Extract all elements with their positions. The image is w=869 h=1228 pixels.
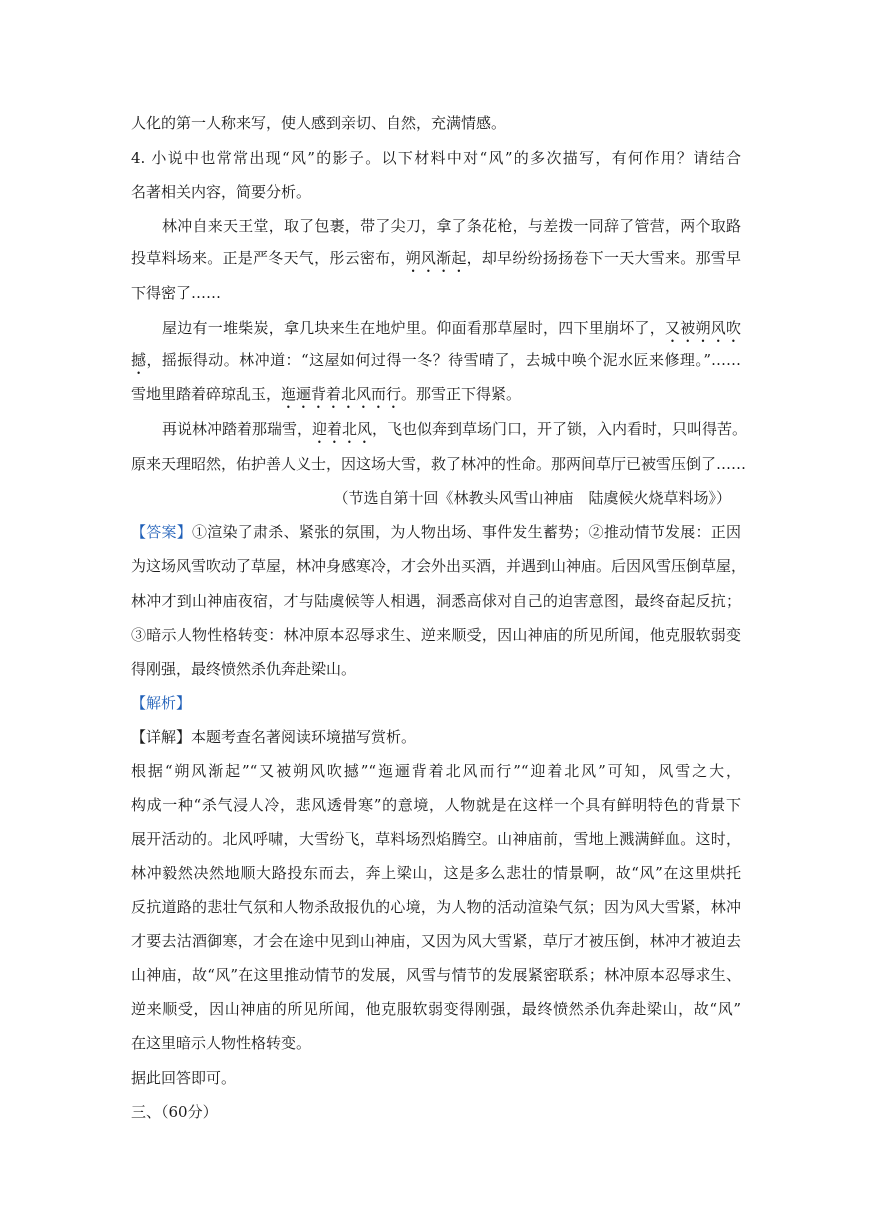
body-line-3: 展开活动的。北风呼啸，大雪纷飞，草料场烈焰腾空。山神庙前，雪地上溅满鲜血。这时， <box>131 830 741 848</box>
answer-line-5: 得刚强，最终愤然杀仇奔赴梁山。 <box>131 660 357 678</box>
section-heading: 三、（60分） <box>131 1103 218 1121</box>
passage-p3-line-2: 原来天理昭然，佑护善人义士，因这场大雪，救了林冲的性命。那两间草厅已被雪压倒了…… <box>131 455 747 473</box>
text-span: 本题考查名著阅读环境描写赏析。 <box>191 728 417 746</box>
passage-p1-line-2 <box>131 248 741 276</box>
text-span: 。那雪正下得紧。 <box>401 385 522 403</box>
passage-p3-line-1 <box>162 419 748 447</box>
text-span: 投草料场来。正是严冬天气，彤云密布， <box>131 249 406 267</box>
text-span: ，摇振得动。林冲道：“这屋如何过得一冬？待雪晴了，去城中唤个泥水匠来修理。”…… <box>146 351 741 369</box>
text-span: ，飞也似奔到草场门口，开了锁，入内看时，只叫得苦。 <box>372 420 748 438</box>
answer-line-3: 林冲才到山神庙夜宿，才与陆虞候等人相遇，洞悉高俅对自己的迫害意图，最终奋起反抗； <box>131 592 741 610</box>
body-line-1: 根据“朔风渐起”“又被朔风吹撼”“迤逦背着北风而行”“迎着北风”可知，风雪之大， <box>131 762 741 780</box>
emphasized-phrase: 迤逦背着北风而行 <box>281 385 402 403</box>
emphasized-phrase: 又被朔风吹 <box>665 319 741 337</box>
text-span: ，却早纷纷扬扬卷下一天大雪来。那雪早 <box>466 249 741 267</box>
passage-p2-line-1 <box>162 318 741 346</box>
question-line-1: 4. 小说中也常常出现“风”的影子。以下材料中对“风”的多次描写，有何作用？请结合 <box>131 149 741 167</box>
answer-line-1 <box>131 522 741 542</box>
intro-line: 人化的第一人称来写，使人感到亲切、自然，充满情感。 <box>131 114 507 132</box>
question-line-2: 名著相关内容，简要分析。 <box>131 183 312 201</box>
emphasized-phrase: 朔风渐起 <box>405 249 467 267</box>
closing-line: 据此回答即可。 <box>131 1069 237 1087</box>
body-line-4: 林冲毅然决然地顺大路投东而去，奔上梁山，这是多么悲壮的情景啊，故“风”在这里烘托 <box>131 864 741 882</box>
body-line-5: 反抗道路的悲壮气氛和人物杀敌报仇的心境，为人物的活动渲染气氛；因为风大雪紧，林冲 <box>131 898 741 916</box>
passage-p1-line-3: 下得密了…… <box>131 284 222 302</box>
body-line-7: 山神庙，故“风”在这里推动情节的发展，风雪与情节的发展紧密联系；林冲原本忍辱求生、 <box>131 966 741 984</box>
text-span: 再说林冲踏着那瑞雪， <box>162 420 313 438</box>
body-line-6: 才要去沽酒御寒，才会在途中见到山神庙，又因为风大雪紧，草厅才被压倒，林冲才被迫去 <box>131 932 741 950</box>
passage-source: （节选自第十回《林教头风雪山神庙 陆虞候火烧草料场》） <box>333 489 731 507</box>
body-line-9: 在这里暗示人物性格转变。 <box>131 1034 312 1052</box>
passage-p2-line-2 <box>131 350 741 378</box>
text-span: ①渲染了肃杀、紧张的氛围，为人物出场、事件发生蓄势；②推动情节发展：正因 <box>192 523 741 541</box>
passage-p2-line-3 <box>131 384 741 412</box>
body-line-8: 逆来顺受，因山神庙的所见所闻，他克服软弱变得刚强，最终愤然杀仇奔赴梁山，故“风” <box>131 1000 741 1018</box>
emphasized-phrase: 迎着北风 <box>312 420 373 438</box>
detail-label: 【详解】 <box>131 728 192 746</box>
text-span: 雪地里踏着碎琼乱玉， <box>131 385 282 403</box>
answer-line-4: ③暗示人物性格转变：林冲原本忍辱求生、逆来顺受，因山神庙的所见所闻，他克服软弱变 <box>131 626 741 644</box>
passage-p1-line-1: 林冲自来天王堂，取了包裹，带了尖刀，拿了条花枪，与差拨一同辞了管营，两个取路 <box>162 217 741 235</box>
analysis-label: 【解析】 <box>131 694 192 712</box>
text-span: 屋边有一堆柴炭，拿几块来生在地炉里。仰面看那草屋时，四下里崩坏了， <box>162 319 666 337</box>
emphasized-phrase: 撼 <box>131 351 147 369</box>
answer-line-2: 为这场风雪吹动了草屋，林冲身感寒冷，才会外出买酒，并遇到山神庙。后因风雪压倒草屋， <box>131 557 747 575</box>
body-line-2: 构成一种“杀气浸人冷，悲风透骨寒”的意境，人物就是在这样一个具有鲜明特色的背景下 <box>131 796 741 814</box>
answer-label: 【答案】 <box>131 523 193 541</box>
detail-line <box>131 727 741 747</box>
